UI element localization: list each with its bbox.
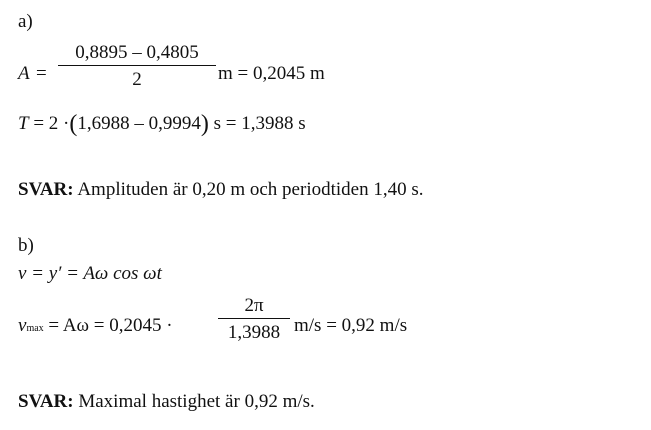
amplitude-symbol: A	[18, 63, 30, 84]
vmax-result: m/s = 0,92 m/s	[294, 315, 408, 336]
period-symbol: T	[18, 113, 29, 134]
period-line	[18, 110, 306, 137]
paren-close: )	[200, 111, 209, 137]
amplitude-numerator: 0,8895 – 0,4805	[75, 42, 199, 63]
vmax-line	[18, 316, 173, 335]
period-prefix: = 2 ·	[33, 113, 70, 134]
fraction-bar	[58, 65, 216, 66]
vmax-symbol: v	[18, 315, 27, 336]
answer-b-text: Maximal hastighet är 0,92 m/s.	[78, 391, 315, 412]
vmax-denominator: 1,3988	[227, 322, 281, 343]
part-a-label: a)	[18, 11, 33, 32]
answer-b-label: SVAR:	[18, 391, 74, 412]
answer-a	[18, 180, 423, 199]
amplitude-equals: =	[36, 63, 47, 84]
vmax-subscript: max	[26, 323, 44, 334]
amplitude-fraction	[58, 43, 216, 89]
answer-a-text: Amplituden är 0,20 m och periodtiden 1,40 s.	[77, 179, 424, 200]
velocity-line: v = y′ = Aω cos ωt	[18, 263, 162, 284]
part-b-label: b)	[18, 235, 34, 256]
paren-open: (	[69, 111, 78, 137]
vmax-numerator: 2π	[244, 295, 264, 316]
answer-a-label: SVAR:	[18, 179, 74, 200]
amplitude-denominator: 2	[132, 69, 142, 90]
period-inner: 1,6988 – 0,9994	[77, 113, 201, 134]
vmax-fraction	[218, 296, 290, 342]
fraction-bar	[218, 318, 290, 319]
vmax-middle: = Aω = 0,2045 ·	[48, 315, 173, 336]
amplitude-result: m = 0,2045 m	[218, 63, 325, 84]
answer-b	[18, 392, 315, 411]
period-result: s = 1,3988 s	[213, 113, 306, 134]
